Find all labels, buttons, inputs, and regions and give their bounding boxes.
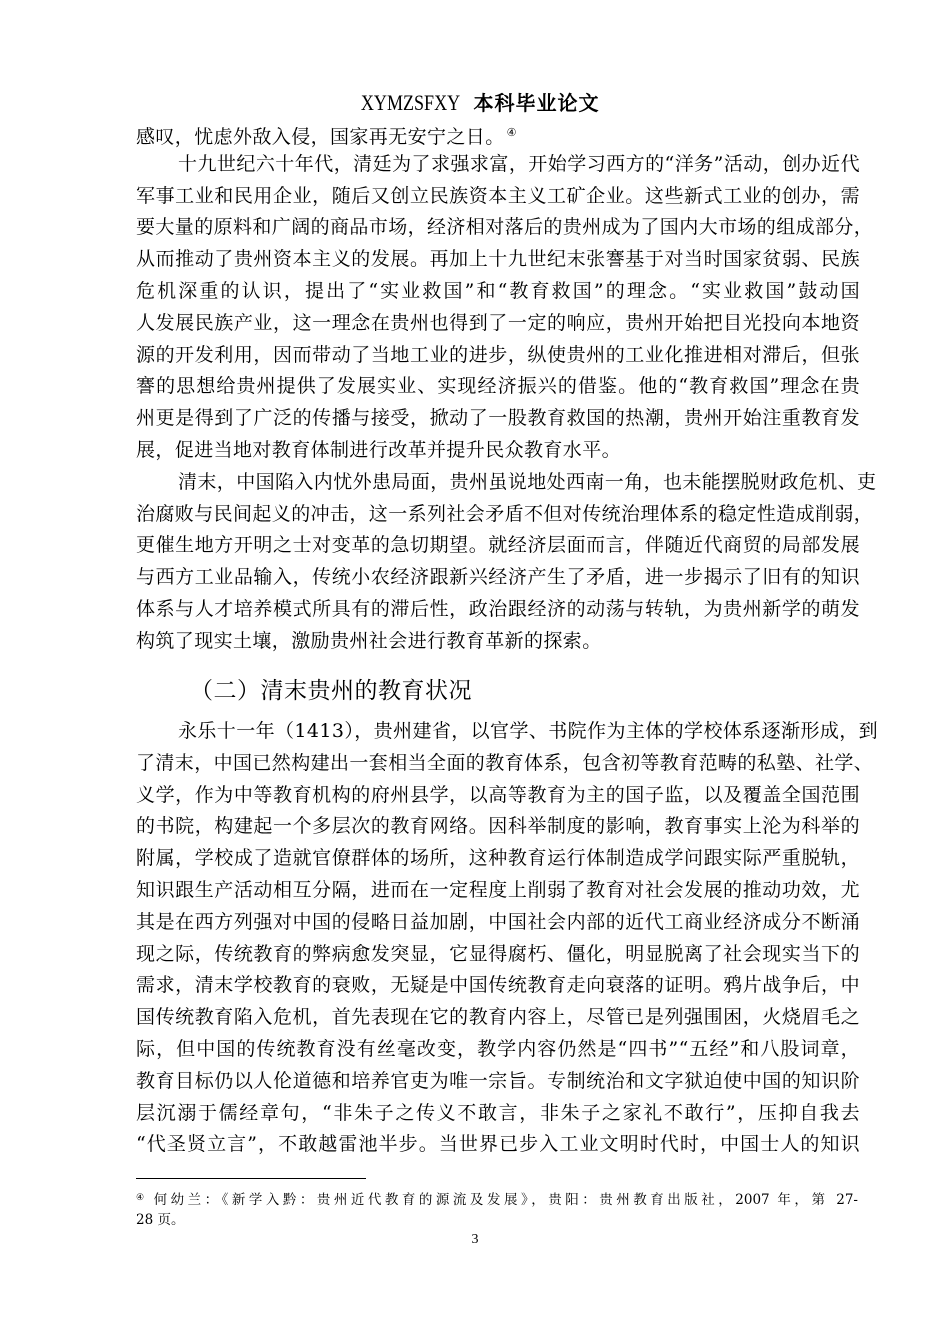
footnote-text: 何幼兰：《新学入黔：贵州近代教育的源流及发展》，贵阳：贵州教育出版社，2007 年，第 27- xyxy=(153,1192,858,1208)
text-line: 与西方工业品输入，传统小农经济跟新兴经济产生了矛盾，进一步揭示了旧有的知识 xyxy=(136,566,860,589)
text-line: 从而推动了贵州资本主义的发展。再加上十九世纪末张謇基于对当时国家贫弱、民族 xyxy=(136,248,860,271)
header-title: 本科毕业论文 xyxy=(473,91,600,115)
page-header xyxy=(0,88,950,118)
text-line: 展，促进当地对教育体制进行改革并提升民众教育水平。 xyxy=(136,438,622,461)
body-text-upper xyxy=(136,117,877,658)
text-line: 清末，中国陷入内忧外患局面，贵州虽说地处西南一角，也未能摆脱财政危机、吏 xyxy=(178,470,877,493)
footnote-mark: ④ xyxy=(136,1193,148,1203)
text-line: 州更是得到了广泛的传播与接受，掀动了一股教育救国的热潮，贵州开始注重教育发 xyxy=(136,407,860,430)
text-line: 永乐十一年（1413），贵州建省，以官学、书院作为主体的学校体系逐渐形成，到 xyxy=(178,720,879,742)
footnote-separator xyxy=(136,1178,366,1179)
text-line: 要大量的原料和广阔的商品市场，经济相对落后的贵州成为了国内大市场的组成部分， xyxy=(136,216,874,239)
text-line: “代圣贤立言”，不敢越雷池半步。当世界已步入工业文明时代时，中国士人的知识 xyxy=(136,1133,860,1156)
paragraph-1 xyxy=(136,149,874,467)
text-line: 謇的思想给贵州提供了发展实业、实现经济振兴的借鉴。他的“教育救国”理念在贵 xyxy=(136,375,860,398)
text-line: 危机深重的认识，提出了“实业救国”和“教育救国”的理念。“实业救国”鼓动国 xyxy=(136,279,860,302)
text-line: 的书院，构建起一个多层次的教育网络。因科举制度的影响，教育事实上沦为科举的 xyxy=(136,815,860,838)
text-line: 现之际，传统教育的弊病愈发突显，它显得腐朽、僵化，明显脱离了社会现实当下的 xyxy=(136,942,860,965)
header-school-code: XYMZSFXY xyxy=(361,90,461,115)
text-line: 教育目标仍以人伦道德和培养官吏为唯一宗旨。专制统治和文字狱迫使中国的知识阶 xyxy=(136,1069,860,1092)
text-line: 治腐败与民间起义的冲击，这一系列社会矛盾不但对传统治理体系的稳定性造成削弱， xyxy=(136,502,874,525)
footnote-line: 28 页。 xyxy=(136,1212,185,1228)
footnote xyxy=(136,1188,858,1230)
text-line: 十九世纪六十年代，清廷为了求强求富，开始学习西方的“洋务”活动，创办近代 xyxy=(178,152,860,175)
text-line: 感叹，忧虑外敌入侵，国家再无安宁之日。 xyxy=(136,126,505,148)
text-line: 际，但中国的传统教育没有丝毫改变，教学内容仍然是“四书”“五经”和八股词章， xyxy=(136,1037,860,1060)
text-line: 需求，清末学校教育的衰败，无疑是中国传统教育走向衰落的证明。鸦片战争后，中 xyxy=(136,974,860,997)
body-text-lower xyxy=(136,716,879,1161)
page-number: 3 xyxy=(471,1232,479,1247)
text-line: 构筑了现实土壤，激励贵州社会进行教育革新的探索。 xyxy=(136,629,602,652)
paragraph-3 xyxy=(136,716,879,1161)
text-line: 义学，作为中等教育机构的府州县学，以高等教育为主的国子监，以及覆盖全国范围 xyxy=(136,783,860,806)
text-line: 更催生地方开明之士对变革的急切期望。就经济层面而言，伴随近代商贸的局部发展 xyxy=(136,534,860,557)
text-line: 其是在西方列强对中国的侵略日益加剧，中国社会内部的近代工商业经济成分不断涌 xyxy=(136,910,860,933)
section-heading: （二）清末贵州的教育状况 xyxy=(190,678,472,704)
text-line: 人发展民族产业，这一理念在贵州也得到了一定的响应，贵州开始把目光投向本地资 xyxy=(136,311,860,334)
text-line: 源的开发利用，因而带动了当地工业的进步，纵使贵州的工业化推进相对滞后，但张 xyxy=(136,343,860,366)
text-line: 了清末，中国已然构建出一套相当全面的教育体系，包含初等教育范畴的私塾、社学、 xyxy=(136,751,874,774)
paragraph-2 xyxy=(136,467,877,658)
footnote-line xyxy=(136,1188,858,1210)
text-line: 附属，学校成了造就官僚群体的场所，这种教育运行体制造成学问跟实际严重脱轨， xyxy=(136,847,860,870)
text-line: 体系与人才培养模式所具有的滞后性，政治跟经济的动荡与转轨，为贵州新学的萌发 xyxy=(136,597,860,620)
text-line: 军事工业和民用企业，随后又创立民族资本主义工矿企业。这些新式工业的创办，需 xyxy=(136,184,860,207)
footnote-ref[interactable]: ④ xyxy=(506,126,517,139)
text-line: 知识跟生产活动相互分隔，进而在一定程度上削弱了教育对社会发展的推动功效，尤 xyxy=(136,878,860,901)
paragraph-continuation xyxy=(136,117,860,149)
text-line: 国传统教育陷入危机，首先表现在它的教育内容上，尽管已是列强围困，火烧眉毛之 xyxy=(136,1006,860,1029)
text-line: 层沉溺于儒经章句，“非朱子之传义不敢言，非朱子之家礼不敢行”，压抑自我去 xyxy=(136,1101,860,1124)
